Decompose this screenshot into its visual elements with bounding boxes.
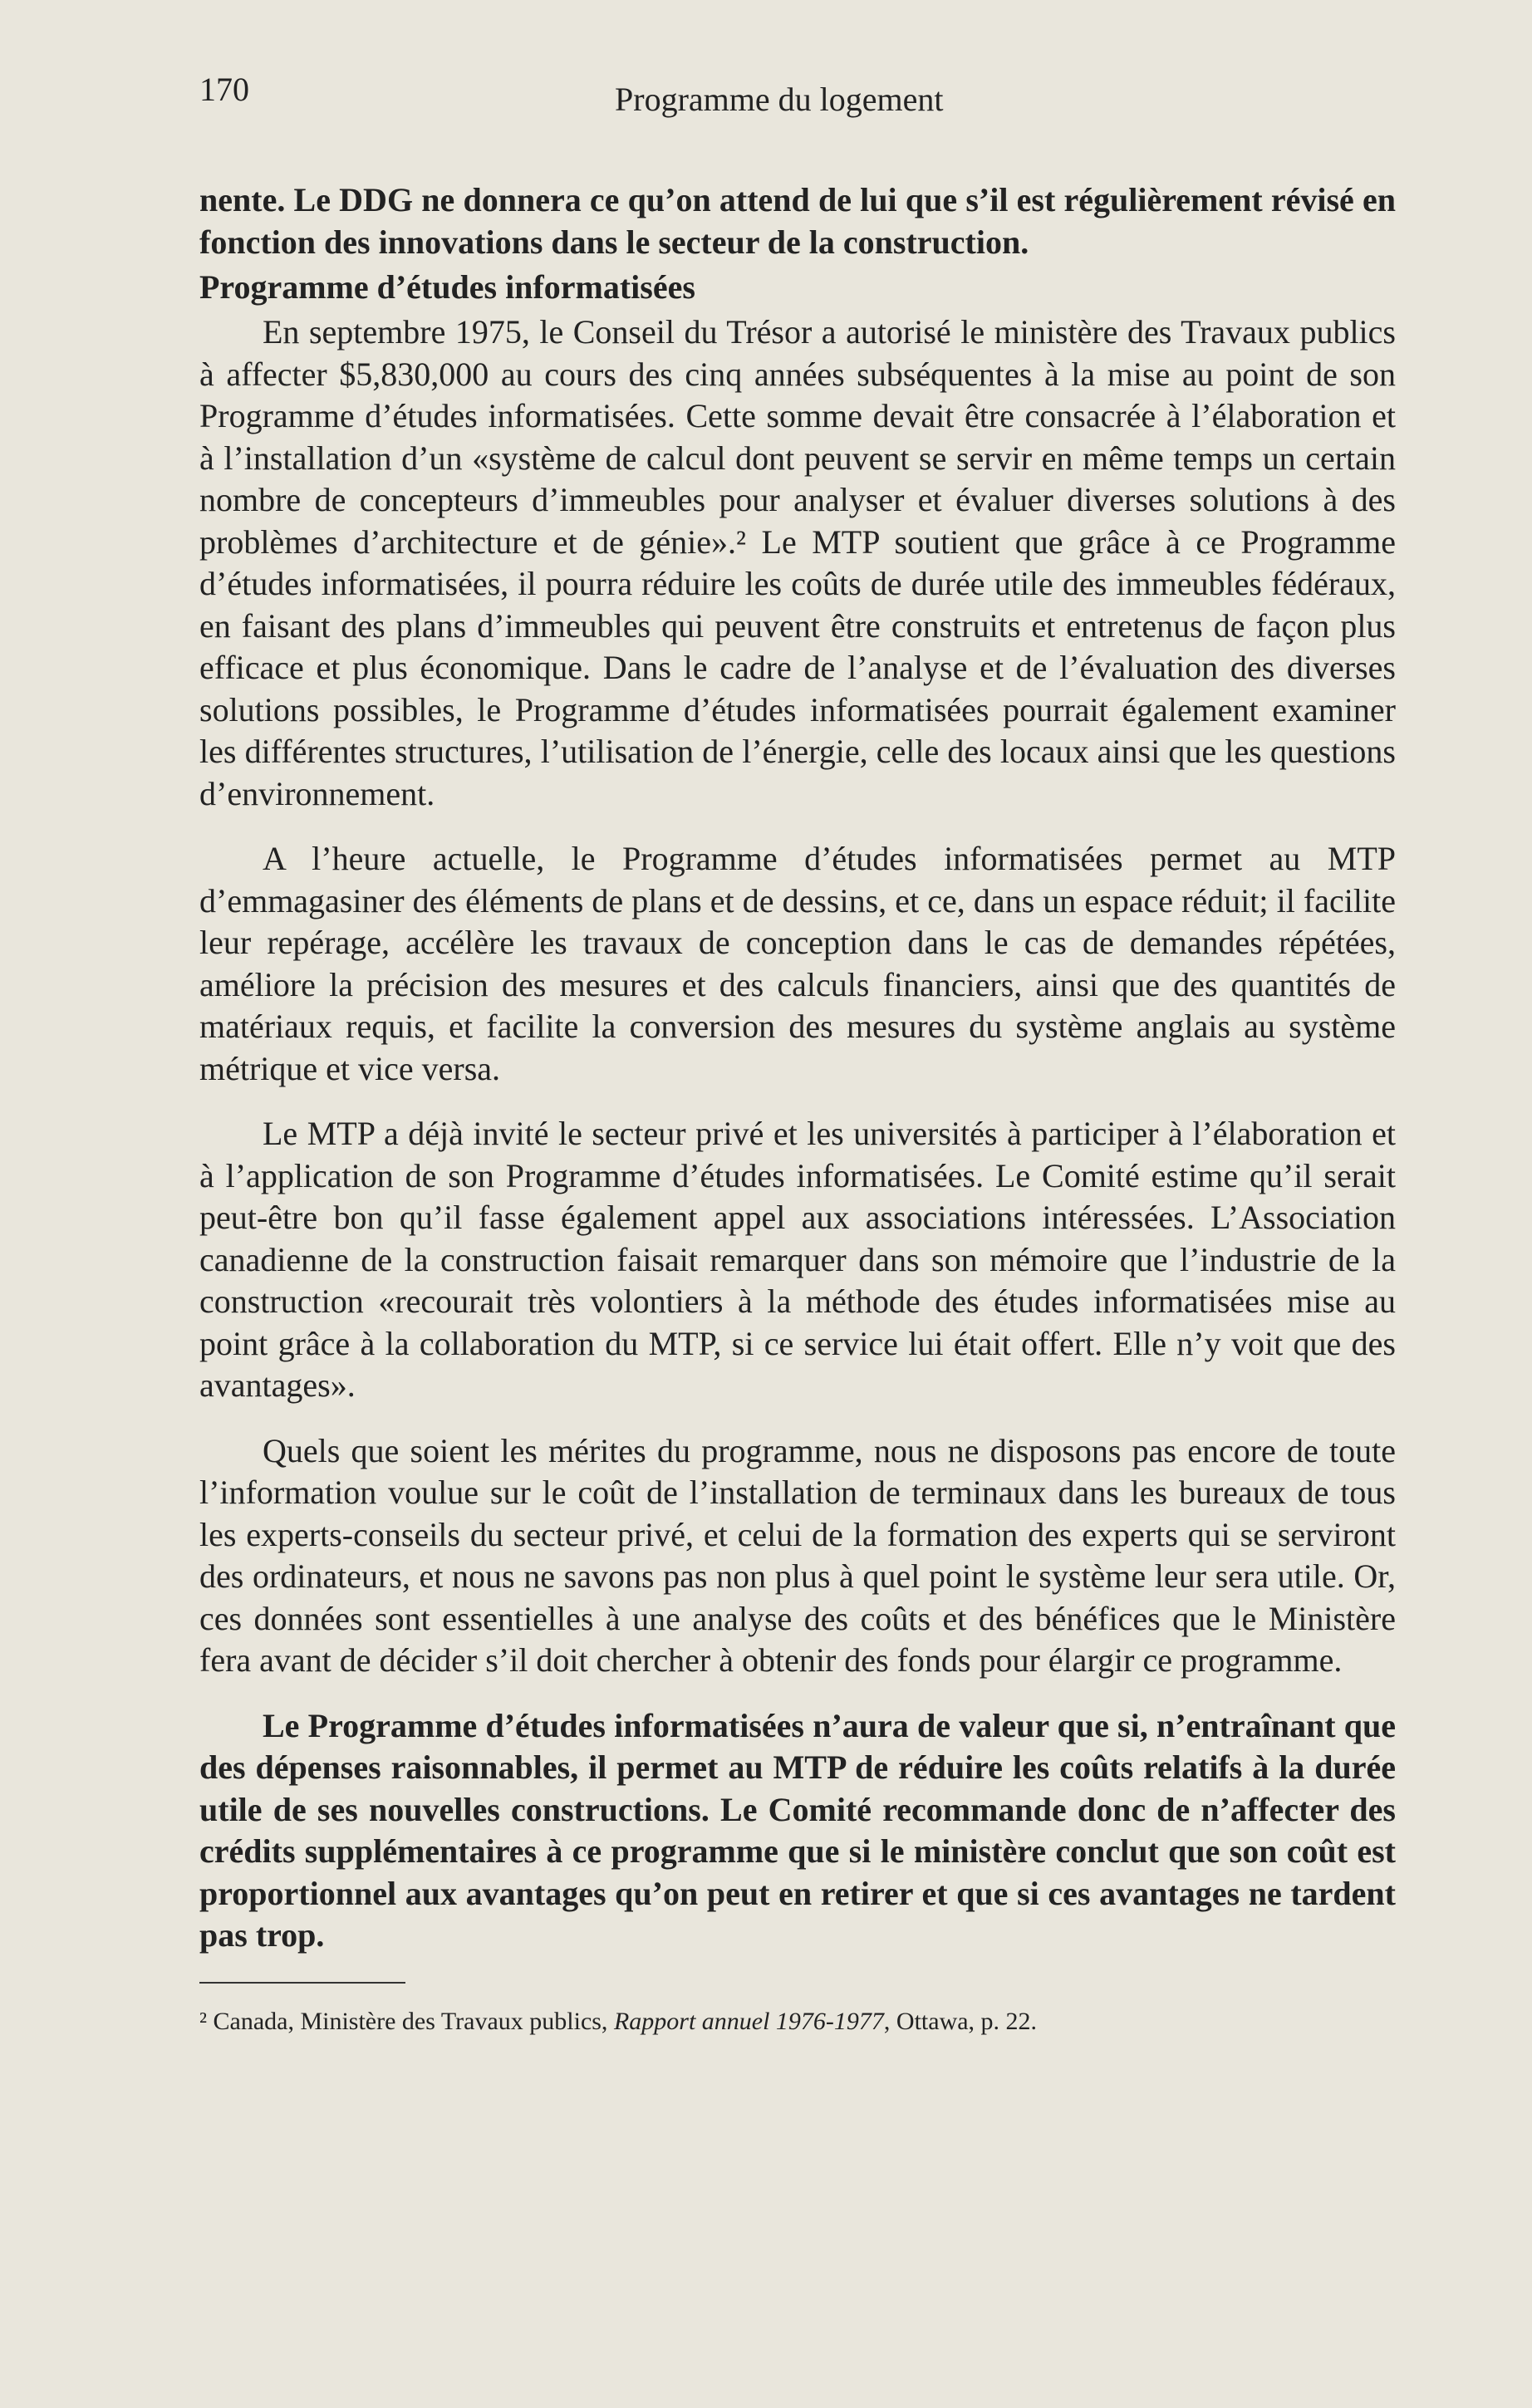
footnote-text-before: Canada, Ministère des Travaux publics, [207,2007,614,2035]
page-body [199,179,1396,2038]
paragraph-3: Le MTP a déjà invité le secteur privé et les universités à participer à l’élaboration et à l’application de son Programme d’études informatisées. Le Comité estime qu’il serait peut-être bon qu’il fasse également appel aux associations intéressées. L’Association canadienne de la construction faisait remarquer dans son mémoire que l’industrie de la construction «recourait très volontiers à la méthode des études informatisées mise au point grâce à la collaboration du MTP, si ce service lui était offert. Elle n’y voit que des avantages». [199,1115,1396,1404]
paragraph-2: A l’heure actuelle, le Programme d’études informatisées permet au MTP d’emmagasiner des éléments de plans et de dessins, et ce, dans un espace réduit; il facilite leur repérage, accélère les travaux de conception dans le cas de demandes répétées, améliore la précision des mesures et des calculs financiers, ainsi que des quantités de matériaux requis, et facilite la conversion des mesures du système anglais au système métrique et vice versa. [199,840,1396,1087]
footnote-marker: ² [199,2007,207,2035]
recommendation-paragraph: Le Programme d’études informatisées n’aura de valeur que si, n’entraînant que des dépenses raisonnables, il permet au MTP de réduire les coûts relatifs à la durée utile de ses nouvelles constructions. Le Comité recommande donc de n’affecter des crédits supplémentaires à ce programme que si le ministère conclut que son coût est proportionnel aux avantages qu’on peut en retirer et que si ces avantages ne tardent pas trop. [199,1706,1396,1954]
footnote-text-after: , Ottawa, p. 22. [883,2007,1038,2035]
page-number: 170 [199,71,249,108]
running-title: Programme du logement [615,81,944,118]
intro-recommendation: nente. Le DDG ne donnera ce qu’on attend de lui que s’il est régulièrement révisé en fonction des innovations dans le secteur de la construction. [199,181,1396,261]
document-page [199,66,1396,2376]
footnote-title: Rapport annuel 1976-1977 [613,2007,884,2035]
footnote [199,2005,1396,2038]
section-heading: Programme d’études informatisées [199,268,695,306]
footnote-divider [199,1982,405,1984]
paragraph-4: Quels que soient les mérites du programme, nous ne disposons pas encore de toute l’information voulue sur le coût de l’installation de terminaux dans les bureaux de tous les experts-conseils du secteur privé, et celui de la formation des experts qui se serviront des ordinateurs, et nous ne savons pas non plus à quel point le système leur sera utile. Or, ces données sont essentielles à une analyse des coûts et des bénéfices que le Ministère fera avant de décider s’il doit chercher à obtenir des fonds pour élargir ce programme. [199,1431,1396,1679]
running-header [199,66,1396,133]
paragraph-1: En septembre 1975, le Conseil du Trésor a autorisé le ministère des Travaux publics à affecter $5,830,000 au cours des cinq années subséquentes à la mise au point de son Programme d’études informatisées. Cette somme devait être consacrée à l’élaboration et à l’installation d’un «système de calcul dont peuvent se servir en même temps un certain nombre de concepteurs d’immeubles pour analyser et évaluer diverses solutions à des problèmes d’architecture et de génie».² Le MTP soutient que grâce à ce Programme d’études informatisées, il pourra réduire les coûts de durée utile des immeubles fédéraux, en faisant des plans d’immeubles qui peuvent être construits et entretenus de façon plus efficace et plus économique. Dans le cadre de l’analyse et de l’évaluation des diverses solutions possibles, le Programme d’études informatisées pourrait également examiner les différentes structures, l’utilisation de l’énergie, celle des locaux ainsi que les questions d’environnement. [199,313,1396,812]
